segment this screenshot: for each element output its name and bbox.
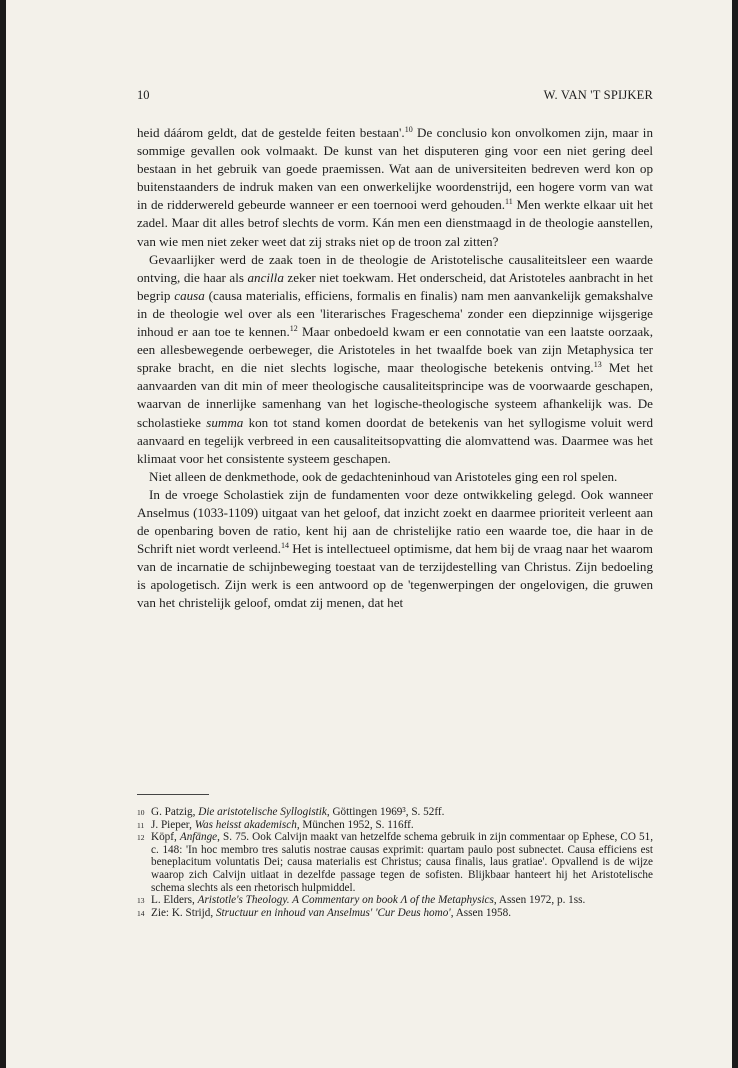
footnote-ref: 12 bbox=[289, 324, 298, 334]
paragraph: heid dáárom geldt, dat de gestelde feiten bestaan'.$^{10}$ De conclusio kon onvolkomen zijn, maar in sommige gevallen ook volmaakt. De kunst van het disputeren ging voor een niet gering deel bestaan in het gebruik van goede praemissen. Wat aan de universiteiten bedreven werd kon op buitenstaanders de indruk maken van een onwerkelijke woordenstrijd, een hogere vorm van wat in de ridderwereld gebeurde wanneer er een toernooi werd gehouden.$^{11}$ Men werkte elkaar uit het zadel. Maar dit alles betrof slechts de vorm. Kán men een dienstmaagd in de theologie aanstellen, van wie men niet zeker weet dat zij straks niet op de troon zal zitten? bbox=[137, 125, 653, 249]
footnote-title: Die aristotelische Syllogistik bbox=[198, 806, 327, 818]
page-number: 10 bbox=[137, 88, 150, 102]
paragraph: In de vroege Scholastiek zijn de fundamenten voor deze ontwikkeling gelegd. Ook wanneer Anselmus (1033-1109) uitgaat van het geloof, dat inzicht zoekt en daarmee prioriteit verleent aan de openbaring boven de ratio, kent hij aan de christelijke ratio een waarde toe, die haar in de Schrift niet wordt verleend.$^{14}$ Het is intellectueel optimisme, dat hem bij de vraag naar het waarom van de incarnatie de schijnbeweging toestaat van de terzijdestelling van Christus. Zijn bedoeling is apologetisch. Zijn werk is een antwoord op de 'tegenwerpingen der ongelovigen, die gruwen van het christelijk geloof, omdat zij menen, dat het bbox=[137, 486, 653, 611]
footnote: 12 Köpf, Anfänge, S. 75. Ook Calvijn maakt van hetzelfde schema gebruik in zijn commentaar op Ephese, CO 51, c. 148: 'In hoc membro tres salutis nostrae causas exprimit: quartam paulo post subnectet. Causa efficiens est beneplacitum voluntatis Dei; causa materialis est Christus; causa finalis, laus gratiae'. Opvallend is de wijze waarop zich Calvijn uitlaat in dezelfde passage tegen de sofisten. Blijkbaar hanteert hij het Aristotelische schema slechts als een rhetorisch hulpmiddel. bbox=[137, 831, 653, 894]
footnotes bbox=[137, 806, 653, 919]
footnote: 14 Zie: K. Strijd, Structuur en inhoud van Anselmus' 'Cur Deus homo', Assen 1958. bbox=[137, 906, 512, 919]
footnote-ref: 13 bbox=[593, 360, 602, 370]
footnote-title: Anfänge bbox=[179, 831, 218, 844]
footnote-ref: 11 bbox=[505, 197, 513, 207]
footnote-number: 13 bbox=[137, 896, 145, 906]
footnote-ref: 10 bbox=[404, 125, 413, 134]
paragraph: Niet alleen de denkmethode, ook de gedachteninhoud van Aristoteles ging een rol spelen. bbox=[149, 468, 618, 484]
footnote-title: Was heisst akademisch bbox=[194, 818, 297, 831]
italic-term: summa bbox=[206, 414, 244, 430]
footnote-rule bbox=[137, 794, 209, 795]
footnote-ref: 14 bbox=[281, 541, 289, 551]
footnote-title: Structuur en inhoud van Anselmus' 'Cur Deus homo' bbox=[215, 906, 451, 919]
italic-term: ancilla bbox=[247, 269, 284, 285]
footnote: 13 L. Elders, Aristotle's Theology. A Commentary on book Λ of the Metaphysics, Assen 1972, p. 1ss. bbox=[137, 894, 586, 907]
footnote-number: 12 bbox=[137, 833, 145, 843]
body-text bbox=[137, 124, 653, 613]
footnote: 10 G. Patzig, Die aristotelische Syllogistik, Göttingen 1969³, S. 52ff. bbox=[137, 806, 445, 818]
running-head: W. VAN 'T SPIJKER bbox=[543, 88, 653, 102]
footnote-number: 14 bbox=[137, 908, 145, 918]
page-header bbox=[137, 88, 653, 108]
italic-term: causa bbox=[174, 287, 205, 303]
paragraph: Gevaarlijker werd de zaak toen in de theologie de Aristotelische causaliteitsleer een waarde ontving, die haar als ancilla zeker niet toekwam. Het onderscheid, dat Aristoteles aanbracht in het begrip causa (causa materialis, efficiens, formalis en finalis) nam men aanvankelijk gemakshalve in de theologie wel over als een 'literarisches Frageschema' zonder een diepzinnige wijsgerige inhoud er aan toe te kennen.$^{12}$ Maar onbedoeld kwam er een connotatie van een laatste oorzaak, een allesbewegende oerbeweger, die Aristoteles in het twaalfde boek van zijn Metaphysica ter sprake bracht, en die niet slechts logische, maar theologische betekenis ontving.$^{13}$ Met het aanvaarden van dit min of meer theologische causaliteitsprincipe was de voorwaarde geschapen, waarvan de innerlijke samenhang van het logische-theologische systeem afhankelijk was. De scholastieke summa kon tot stand komen doordat de betekenis van het syllogisme voluit werd aanvaard en tegelijk verbreed in een causaliteitsopvatting die alomvattend was. Daarmee was het klimaat voor het consistente systeem geschapen. bbox=[137, 251, 654, 466]
footnote-number: 11 bbox=[137, 820, 145, 830]
footnote-number: 10 bbox=[137, 808, 145, 817]
footnote: 11 J. Pieper, Was heisst akademisch, München 1952, S. 116ff. bbox=[137, 818, 414, 831]
footnote-title: Aristotle's Theology. A Commentary on book Λ of the Metaphysics bbox=[197, 894, 494, 907]
